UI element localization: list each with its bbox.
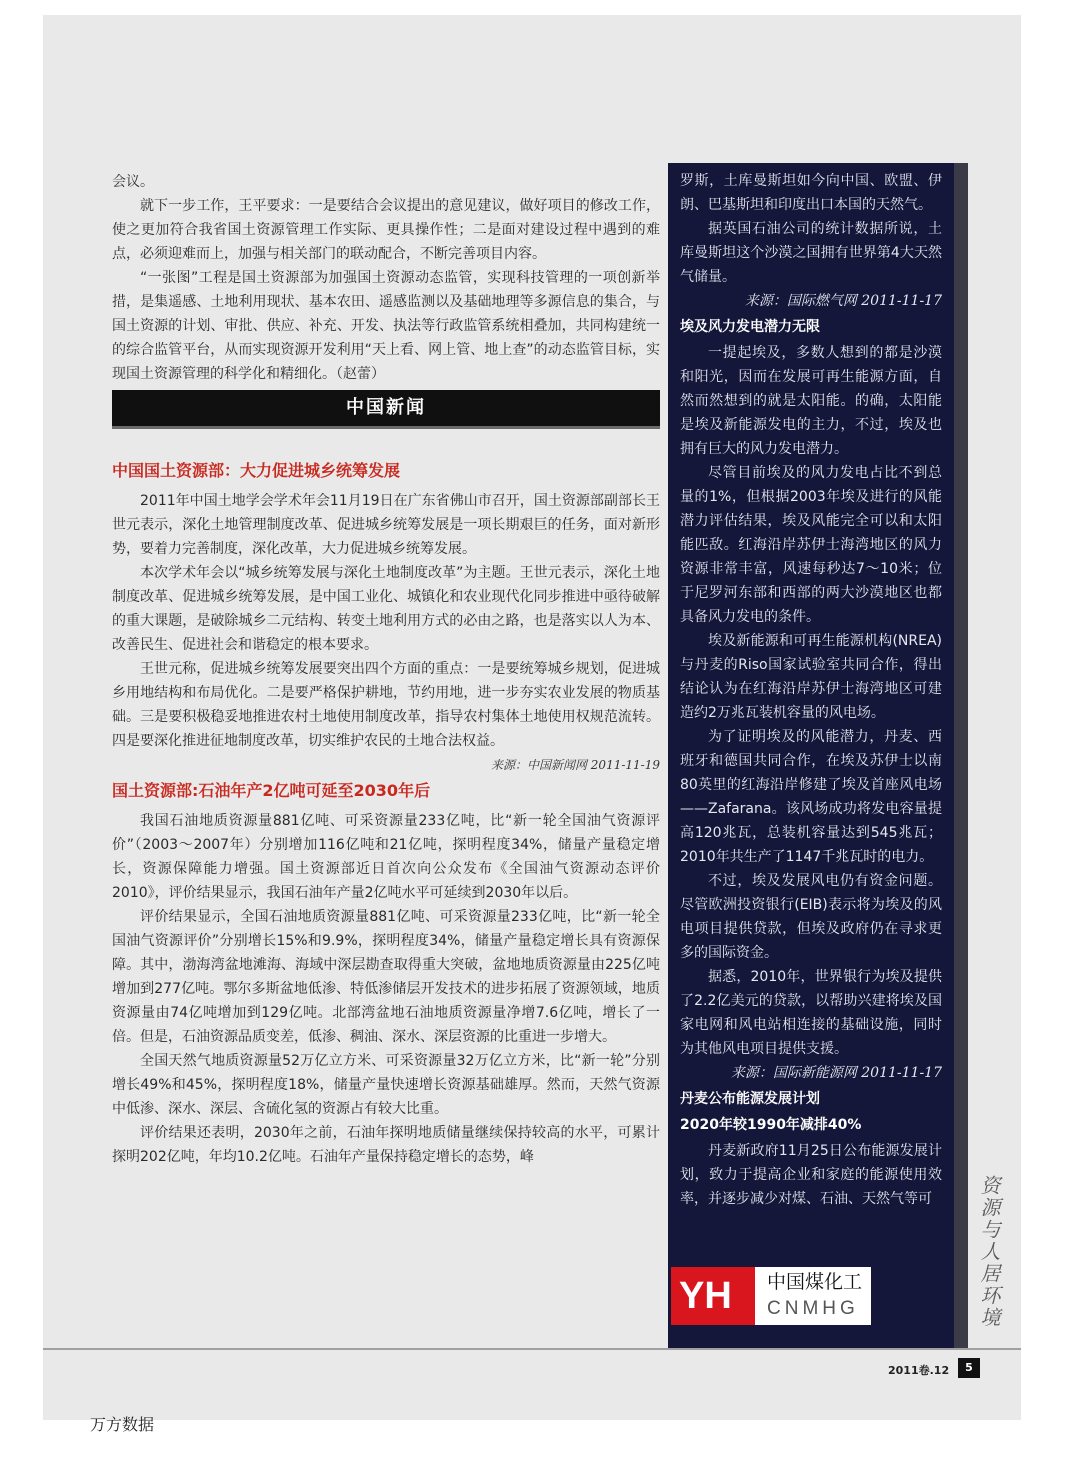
publisher-logo [671,1267,871,1325]
article-paragraph: 本次学术年会以“城乡统筹发展与深化土地制度改革”为主题。王世元表示，深化土地制度改革、促进城乡统筹发展，是中国工业化、城镇化和农业现代化同步推进中亟待破解的重大课题，是破除城乡二元结构、转变土地利用方式的必由之路，也是落实以人为本、改善民生、促进社会和谐稳定的根本要求。 [112,565,660,653]
article-title: 丹麦公布能源发展计划 [680,1091,820,1107]
article-source: 来源：中国新闻网 2011-11-19 [490,758,660,772]
right-column [668,163,954,1348]
article-paragraph: 不过，埃及发展风电仍有资金问题。尽管欧洲投资银行(EIB)表示将为埃及的风电项目提供贷款，但埃及政府仍在寻求更多的国际资金。 [680,873,942,961]
page-number: 5 [958,1358,980,1378]
article-paragraph: 我国石油地质资源量881亿吨、可采资源量233亿吨，比“新一轮全国油气资源评价”（2003～2007年）分别增加116亿吨和21亿吨，探明程度34%，储量产量稳定增长，资源保障能力增强。国土资源部近日首次向公众发布《全国油气资源动态评价2010》，评价结果显示，我国石油年产量2亿吨水平可延续到2030年以后。 [112,813,660,901]
logo-mark [671,1267,755,1325]
article-source: 来源：国际燃气网 2011-11-17 [744,293,942,309]
article-paragraph: 一提起埃及，多数人想到的都是沙漠和阳光，因而在发展可再生能源方面，自然而然想到的就是太阳能。的确，太阳能是埃及新能源发电的主力，不过，埃及也拥有巨大的风力发电潜力。 [680,345,942,457]
logo-english-name: CNMHG [767,1298,859,1319]
article-paragraph: 丹麦新政府11月25日公布能源发展计划，致力于提高企业和家庭的能源使用效率，并逐步减少对煤、石油、天然气等可 [680,1143,942,1207]
left-column [112,170,660,1169]
article-paragraph: 尽管目前埃及的风力发电占比不到总量的1%，但根据2003年埃及进行的风能潜力评估结果，埃及风能完全可以和太阳能匹敌。红海沿岸苏伊士海湾地区的风力资源非常丰富，风速每秒达7～10米；位于尼罗河东部和西部的两大沙漠地区也都具备风力发电的条件。 [680,465,942,625]
article-paragraph: 据悉，2010年，世界银行为埃及提供了2.2亿美元的贷款，以帮助兴建将埃及国家电网和风电站相连接的基础设施，同时为其他风电项目提供支援。 [680,969,942,1057]
article-paragraph: 埃及新能源和可再生能源机构(NREA)与丹麦的Riso国家试验室共同合作，得出结论认为在红海沿岸苏伊士海湾地区可建造约2万兆瓦装机容量的风电场。 [680,633,942,721]
watermark-text: 万方数据 [90,1415,155,1434]
article-title: 中国国土资源部：大力促进城乡统筹发展 [112,461,401,480]
article-title: 国土资源部:石油年产2亿吨可延至2030年后 [112,781,431,800]
section-banner: 中国新闻 [112,390,660,429]
intro-paragraph-1: 会议。 [112,174,154,190]
article-paragraph: 为了证明埃及的风能潜力，丹麦、西班牙和德国共同合作，在埃及苏伊士以南80英里的红海沿岸修建了埃及首座风电场——Zafarana。该风场成功将发电容量提高120兆瓦，总装机容量达到545兆瓦；2010年共生产了1147千兆瓦时的电力。 [680,729,942,865]
article-paragraph-text: 王世元称，促进城乡统筹发展要突出四个方面的重点：一是要统筹城乡规划，促进城乡用地结构和布局优化。二是要严格保护耕地，节约用地，进一步夯实农业发展的物质基础。三是要积极稳妥地推进农村土地使用制度改革，指导农村集体土地使用权规范流转。四是要深化推进征地制度改革，切实维护农民的土地合法权益。 [112,661,660,749]
article-paragraph: 评价结果显示，全国石油地质资源量881亿吨、可采资源量233亿吨，比“新一轮全国油气资源评价”分别增长15%和9.9%，探明程度34%，储量产量稳定增长具有资源保障。其中，渤海湾盆地滩海、海域中深层勘查取得重大突破，盆地地质资源量由225亿吨增加到277亿吨。鄂尔多斯盆地低渗、特低渗储层开发技术的进步拓展了资源领域，地质资源量由74亿吨增加到129亿吨。北部湾盆地石油地质资源量净增7.6亿吨，增长了一倍。但是，石油资源品质变差，低渗、稠油、深水、深层资源的比重进一步增大。 [112,909,660,1045]
article-title: 埃及风力发电潜力无限 [680,319,820,335]
logo-mark-text: YH [679,1275,732,1317]
journal-title: 资源与人居环境 [977,1175,1001,1329]
issue-label: 2011卷.12 [888,1364,950,1377]
intro-paragraph-2: 就下一步工作，王平要求：一是要结合会议提出的意见建议，做好项目的修改工作，使之更加符合我省国土资源管理工作实际、更具操作性；二是面对建设过程中遇到的难点，必须迎难而上，加强与相关部门的联动配合，不断完善项目内容。 [112,198,660,262]
article-paragraph [112,657,660,772]
logo-chinese-name: 中国煤化工 [767,1271,863,1293]
intro-paragraph-3: “一张图”工程是国土资源部为加强国土资源动态监管，实现科技管理的一项创新举措，是集遥感、土地利用现状、基本农田、遥感监测以及基础地理等多源信息的集合，与国土资源的计划、审批、供应、补充、开发、执法等行政监管系统相叠加，共同构建统一的综合监管平台，从而实现资源开发利用“天上看、网上管、地上查”的动态监管目标，实现国土资源管理的科学化和精细化。（赵蕾） [112,270,660,382]
side-strip [954,163,968,1348]
article-paragraph: 据英国石油公司的统计数据所说，土库曼斯坦这个沙漠之国拥有世界第4大天然气储量。 [680,221,942,285]
article-paragraph: 罗斯，土库曼斯坦如今向中国、欧盟、伊朗、巴基斯坦和印度出口本国的天然气。 [680,173,942,213]
article-paragraph: 2011年中国土地学会学术年会11月19日在广东省佛山市召开，国土资源部副部长王世元表示，深化土地管理制度改革、促进城乡统筹发展是一项长期艰巨的任务，面对新形势，要着力完善制度，深化改革，大力促进城乡统筹发展。 [112,493,660,557]
bottom-rule [43,1348,1021,1350]
article-paragraph: 评价结果还表明，2030年之前，石油年探明地质储量继续保持较高的水平，可累计探明202亿吨，年均10.2亿吨。石油年产量保持稳定增长的态势，峰 [112,1125,660,1165]
article-paragraph: 全国天然气地质资源量52万亿立方米、可采资源量32万亿立方米，比“新一轮”分别增长49%和45%，探明程度18%，储量产量快速增长资源基础雄厚。然而，天然气资源中低渗、深水、深层、含硫化氢的资源占有较大比重。 [112,1053,660,1117]
article-source: 来源：国际新能源网 2011-11-17 [730,1065,942,1081]
article-subtitle: 2020年较1990年减排40% [680,1117,862,1133]
